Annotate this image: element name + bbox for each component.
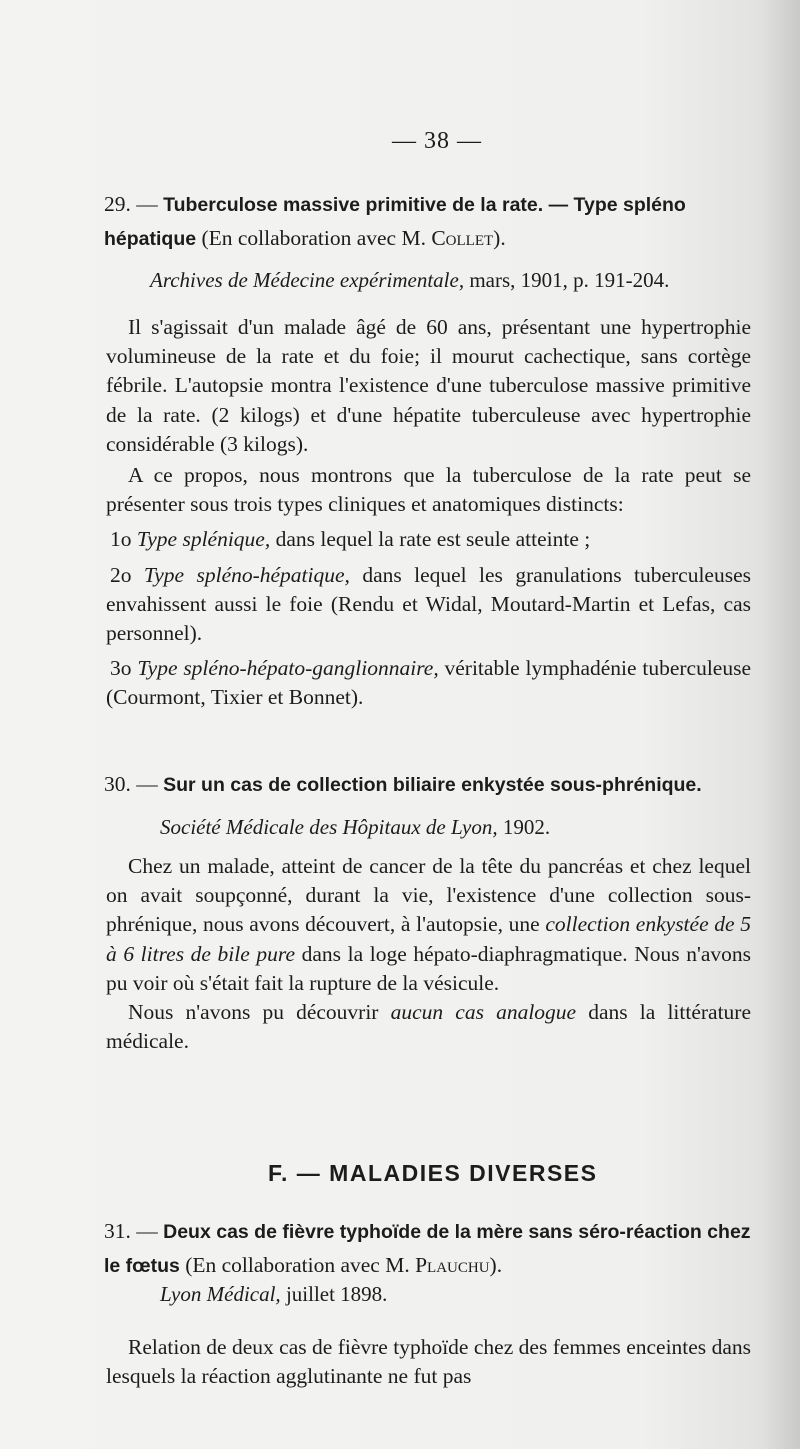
paragraph: A ce propos, nous montrons que la tuberculose de la rate peut se présenter sous trois types cliniques et anatomiques distincts:: [106, 463, 751, 517]
paragraph: [106, 852, 751, 998]
item-text: dans lequel la rate est seule atteinte ;: [270, 527, 591, 552]
entry-31-heading: [104, 1215, 754, 1283]
entry-30-body: [106, 852, 751, 1056]
paragraph: Relation de deux cas de fièvre typhoïde chez des femmes enceintes dans lesquels la réaction agglutinante ne fut pas: [106, 1335, 751, 1389]
item-text: véritable lymphadénie tuberculeuse (Courmont, Tixier et Bonnet).: [106, 656, 752, 710]
list-item: [106, 561, 751, 649]
item-type: Type spléno-hépato-ganglionnaire,: [137, 656, 439, 681]
entry-title: Sur un cas de collection biliaire enkystée sous-phrénique.: [163, 774, 702, 796]
emphasis: aucun cas analogue: [390, 1000, 577, 1025]
entry-31-source: [160, 1282, 387, 1307]
paragraph: Il s'agissait d'un malade âgé de 60 ans, présentant une hypertrophie volumineuse de la rate et du foie; il mourut cachectique, sans cortège fébrile. L'autopsie montra l'existence d'une tuberculose massive primitive de la rate. (2 kilogs) et d'une hépatite tuberculeuse avec hypertrophie considérable (3 kilogs).: [106, 315, 751, 456]
entry-coauthor: Collet: [431, 226, 494, 250]
text: dans la loge hépato-diaphragmatique. Nous n'avons pu voir où s'était fait la rupture de la vésicule.: [106, 941, 752, 995]
item-text: dans lequel les granulations tuberculeuses envahissent aussi le foie (Rendu et Widal, Moutard-Martin et Lefas, cas personnel).: [106, 562, 751, 646]
entry-title: Tuberculose massive primitive de la rate. — Type spléno hépatique: [104, 194, 686, 250]
entry-29-heading: [104, 188, 754, 256]
source-date: mars, 1901, p. 191-204.: [464, 268, 670, 292]
source-date: juillet 1898.: [280, 1282, 388, 1306]
entry-number: 31. —: [104, 1219, 158, 1243]
paragraph: [106, 998, 751, 1056]
list-item: [106, 654, 751, 712]
entry-number: 30. —: [104, 772, 158, 796]
entry-title: Deux cas de fièvre typhoïde de la mère sans séro-réaction chez le fœtus: [104, 1221, 751, 1277]
source-journal: Société Médicale des Hôpitaux de Lyon,: [160, 815, 498, 839]
entry-31-body: [106, 1333, 751, 1391]
section-heading: F. — MALADIES DIVERSES: [268, 1160, 598, 1186]
text: Chez un malade, atteint de cancer de la tête du pancréas et chez lequel on avait soupçonné, durant la vie, l'existence d'une collection sous-phrénique, nous avons découvert, à l'autopsie, une: [106, 854, 751, 937]
item-number: 2o: [110, 562, 132, 587]
text: dans la littérature médicale.: [106, 1000, 752, 1054]
page-number: — 38 —: [392, 128, 482, 154]
entry-30-heading: [104, 768, 764, 802]
entry-coauthor: Plauchu: [415, 1253, 490, 1277]
entry-29-source: [150, 268, 669, 293]
text: Nous n'avons pu découvrir: [128, 1000, 391, 1025]
entry-29-body: [106, 313, 751, 713]
list-item: [106, 525, 751, 554]
source-journal: Archives de Médecine expérimentale,: [150, 268, 465, 292]
entry-collaboration: (En collaboration avec M.: [201, 226, 426, 250]
entry-collab-close: ).: [489, 1253, 503, 1277]
source-date: 1902.: [497, 815, 551, 839]
item-number: 1o: [110, 527, 132, 552]
item-number: 3o: [110, 656, 132, 681]
item-type: Type spléno-hépatique,: [143, 562, 350, 587]
entry-number: 29. —: [104, 192, 158, 216]
entry-collab-close: ).: [493, 226, 506, 250]
source-journal: Lyon Médical,: [160, 1282, 281, 1306]
entry-30-source: [160, 815, 550, 840]
entry-collaboration: (En collaboration avec M.: [185, 1253, 410, 1277]
item-type: Type splénique,: [136, 527, 271, 552]
emphasis: collection enkystée de 5 à 6 litres de bile pure: [106, 912, 751, 966]
